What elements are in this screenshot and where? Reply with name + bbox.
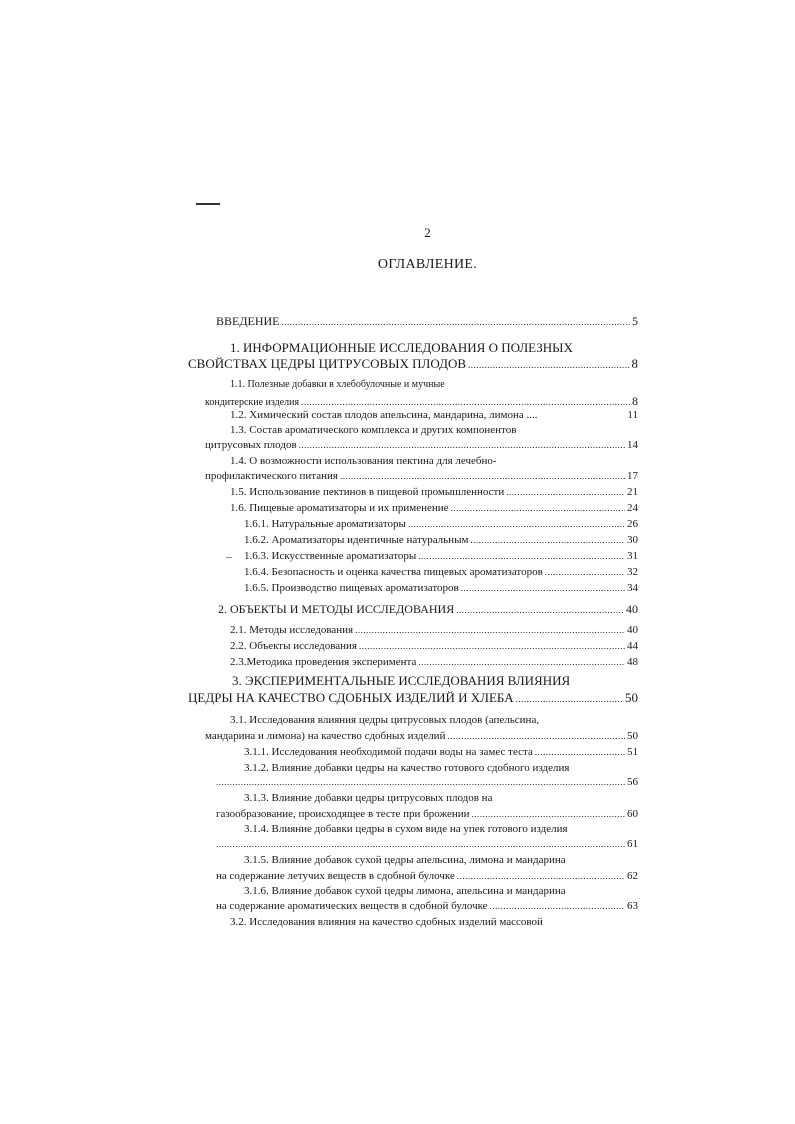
toc-entry-title: 3.1. Исследования влияния цедры цитрусовых плодов (апельсина, <box>230 714 540 726</box>
toc-entry-title-cont: СВОЙСТВАХ ЦЕДРЫ ЦИТРУСОВЫХ ПЛОДОВ <box>188 356 467 371</box>
toc-entry-title: 1.6.2. Ароматизаторы идентичные натуральным <box>244 534 469 546</box>
toc-entry-title: 1.6. Пищевые ароматизаторы и их применение <box>230 502 449 514</box>
toc-entry-page: 40 <box>626 602 638 616</box>
toc-entry-title: 1.2. Химический состав плодов апельсина, мандарина, лимона .... <box>230 409 538 421</box>
toc-entry-title: 3. ЭКСПЕРИМЕНТАЛЬНЫЕ ИССЛЕДОВАНИЯ ВЛИЯНИЯ <box>232 673 571 688</box>
toc-entry-page: 34 <box>627 582 638 594</box>
toc-entry-2-1[interactable] <box>230 624 638 636</box>
toc-entry-page: 31 <box>627 550 638 562</box>
toc-entry-title: 1.4. О возможности использования пектина для лечебно- <box>230 455 497 467</box>
toc-entry-3-2[interactable]: 3.2. Исследования влияния на качество сдобных изделий массовой <box>230 916 543 928</box>
toc-entry-page: 5 <box>632 314 638 328</box>
toc-entry-1-5[interactable] <box>230 486 638 498</box>
toc-entry-page: 44 <box>627 640 638 652</box>
toc-entry-page: 62 <box>627 870 638 882</box>
toc-entry-1-6-4[interactable] <box>244 566 638 578</box>
toc-entry-page: 17 <box>627 470 638 482</box>
toc-entry-title: 3.1.4. Влияние добавки цедры в сухом виде на упек готового изделия <box>244 823 568 835</box>
toc-entry-page: 60 <box>627 808 638 820</box>
toc-entry-title-cont: мандарина и лимона) на качество сдобных изделий <box>205 730 446 742</box>
toc-entry-title: 3.1.3. Влияние добавки цедры цитрусовых плодов на <box>244 792 493 804</box>
toc-entry-1-6-2[interactable] <box>244 534 638 546</box>
toc-entry-title: ВВЕДЕНИЕ <box>216 314 280 328</box>
toc-entry-page: 63 <box>627 900 638 912</box>
page-number: 2 <box>424 225 431 240</box>
toc-entry-title: 2. ОБЪЕКТЫ И МЕТОДЫ ИССЛЕДОВАНИЯ <box>218 602 455 616</box>
toc-chapter-2[interactable] <box>218 602 638 617</box>
toc-entry-title-cont: профилактического питания <box>205 470 338 482</box>
toc-entry-2-2[interactable] <box>230 640 638 652</box>
page-title: ОГЛАВЛЕНИЕ. <box>377 257 478 272</box>
toc-entry-title: 1.6.5. Производство пищевых ароматизаторов <box>244 582 459 594</box>
toc-entry-title: 1.1. Полезные добавки в хлебобулочные и мучные <box>230 379 445 390</box>
toc-entry-title-cont: кондитерские изделия <box>205 397 300 408</box>
toc-entry-1-6-5[interactable] <box>244 582 638 594</box>
toc-entry-title: 1.6.3. Искусственные ароматизаторы <box>244 550 417 562</box>
toc-entry-title: 1. ИНФОРМАЦИОННЫЕ ИССЛЕДОВАНИЯ О ПОЛЕЗНЫХ <box>230 340 573 355</box>
toc-entry-page: 48 <box>627 656 638 668</box>
toc-entry-title: 3.1.6. Влияние добавок сухой цедры лимона, апельсина и мандарина <box>244 885 566 897</box>
toc-entry-page: 24 <box>627 502 638 514</box>
toc-entry-title-cont: на содержание ароматических веществ в сдобной булочке <box>216 900 488 912</box>
toc-entry-1-6[interactable] <box>230 502 638 514</box>
toc-entry-page: 14 <box>627 439 638 451</box>
toc-entry-1-6-1[interactable] <box>244 518 638 530</box>
toc-entry-page: 61 <box>627 838 638 850</box>
toc-entry-page: 11 <box>627 409 638 421</box>
toc-entry-page: 50 <box>625 690 638 705</box>
toc-entry-title: 2.3.Методика проведения эксперимента <box>230 656 417 668</box>
toc-entry-page: 51 <box>627 746 638 758</box>
toc-entry-page: 30 <box>627 534 638 546</box>
toc-entry-3-1-1[interactable] <box>244 746 638 758</box>
toc-entry-title-cont: на содержание летучих веществ в сдобной булочке <box>216 870 455 882</box>
toc-entry-1-6-3[interactable] <box>244 550 638 562</box>
toc-entry-title-cont: газообразование, происходящее в тесте при брожении <box>216 808 470 820</box>
toc-entry-page: 8 <box>632 394 638 408</box>
toc-entry-page: 56 <box>627 776 638 788</box>
toc-entry-title: 2.2. Объекты исследования <box>230 640 357 652</box>
toc-entry-page: 32 <box>627 566 638 578</box>
toc-entry-2-3[interactable] <box>230 656 638 668</box>
toc-entry-title: 2.1. Методы исследования <box>230 624 354 636</box>
toc-entry-1-2[interactable] <box>230 409 638 421</box>
toc-entry-title: 1.6.4. Безопасность и оценка качества пищевых ароматизаторов <box>244 566 543 578</box>
toc-entry-page: 21 <box>627 486 638 498</box>
toc-entry-title: 1.6.1. Натуральные ароматизаторы <box>244 518 406 530</box>
toc-entry-title: 3.1.1. Исследования необходимой подачи воды на замес теста <box>244 746 533 758</box>
toc-entry-title: 3.1.2. Влияние добавки цедры на качество готового сдобного изделия <box>244 762 570 774</box>
scan-mark <box>226 557 232 558</box>
toc-entry-page: 26 <box>627 518 638 530</box>
toc-entry-title-cont: ЦЕДРЫ НА КАЧЕСТВО СДОБНЫХ ИЗДЕЛИЙ И ХЛЕБА <box>188 690 514 705</box>
toc-entry-intro[interactable] <box>216 314 638 329</box>
toc-entry-page: 40 <box>627 624 638 636</box>
toc-entry-title: 3.1.5. Влияние добавок сухой цедры апельсина, лимона и мандарина <box>244 854 566 866</box>
toc-entry-title: 1.3. Состав ароматического комплекса и других компонентов <box>230 424 517 436</box>
toc-entry-title-cont: цитрусовых плодов <box>205 439 297 451</box>
toc-entry-page: 8 <box>631 356 638 371</box>
toc-entry-title: 1.5. Использование пектинов в пищевой промышленности <box>230 486 505 498</box>
toc-entry-page: 50 <box>627 730 638 742</box>
